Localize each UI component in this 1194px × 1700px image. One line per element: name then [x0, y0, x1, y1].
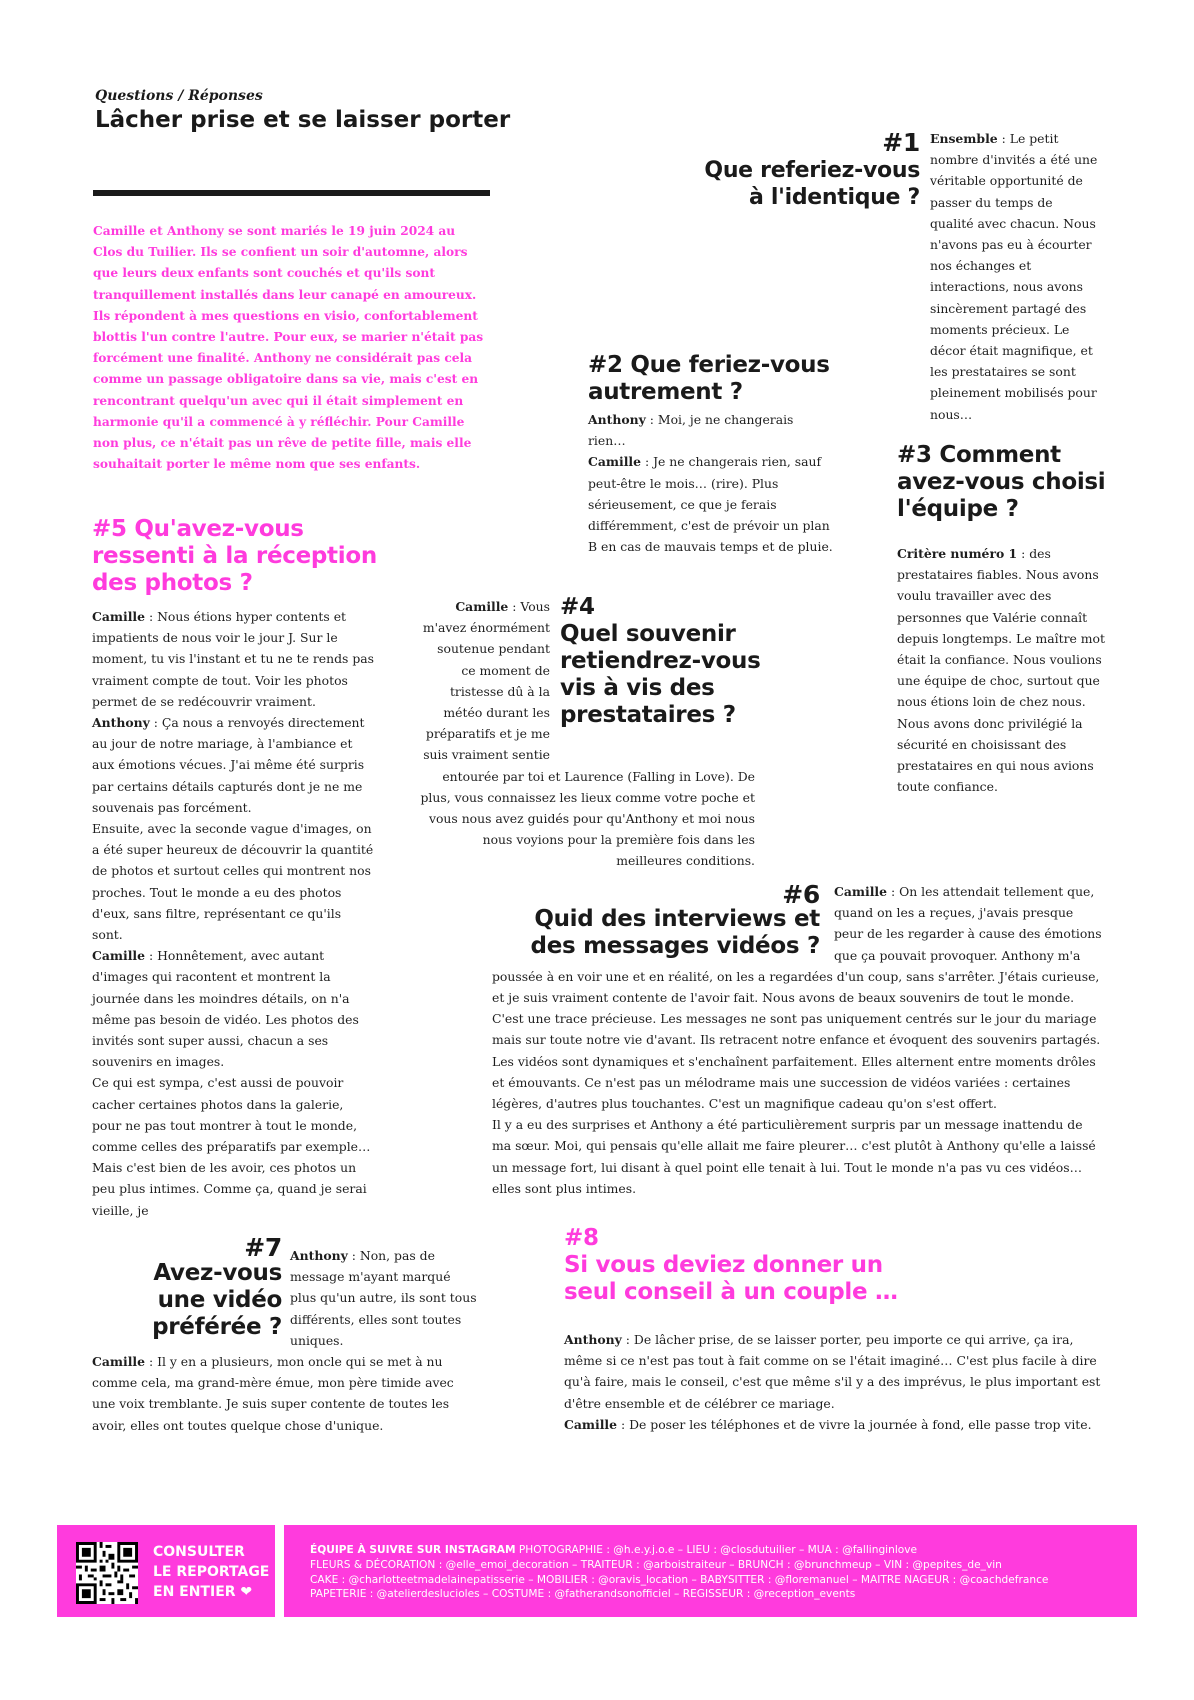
- q7-title: Avez-vous une vidéo préférée ?: [152, 1260, 282, 1340]
- q3-title: #3 Comment avez-vous choisi l'équipe ?: [897, 442, 1106, 522]
- q7-text-2: : Il y en a plusieurs, mon oncle qui se met à nu comme cela, ma grand-mère émue, mon père timide avec une voix tremblante. Je suis super contente de toutes les avoir, elles ont toutes quelque chose d'unique.: [92, 1354, 454, 1433]
- q2-line-1: [588, 409, 833, 451]
- q5-para-2: [92, 712, 374, 818]
- q4-text: : Vous m'avez énormément soutenue pendant ce moment de tristesse dû à la météo durant les préparatifs et je me suis vraiment sentie entourée par toi et Laurence (Falling in Love). De plus, vous connaissez les lieux comme votre poche et vous nous avez guidés pour qu'Anthony et moi nous nous voyions pour la première fois dans les meilleures conditions.: [420, 599, 755, 869]
- q5-speaker-1: Camille: [92, 609, 146, 624]
- q2-text-2: : Je ne changerais rien, sauf peut-être le mois… (rire). Plus sérieusement, ce que je ferais différemment, c'est de prévoir un plan B en cas de mauvais temps et de pluie.: [588, 454, 833, 555]
- q2-speaker-2: Camille: [588, 454, 642, 470]
- q5-para-5: Ce qui est sympa, c'est aussi de pouvoir cacher certaines photos dans la galerie, pour ne pas tout montrer à tout le monde, comme celles des préparatifs par exemple… Mais c'est bien de les avoir, ces photos un peu plus intimes. Comme ça, quand je serai vieille, je: [92, 1075, 371, 1218]
- q2-title: #2 Que feriez-vous autrement ?: [588, 352, 830, 405]
- q1-answer: : Le petit nombre d'invités a été une véritable opportunité de passer du temps de qualité avec chacun. Nous n'avons pas eu à écourter nos échanges et interactions, nous avons sincèrement partagé des moments précieux. Le décor était magnifique, et les prestataires se sont pleinement mobilisés pour nous…: [930, 131, 1098, 422]
- q8-title: Si vous deviez donner un seul conseil à un couple …: [564, 1252, 898, 1305]
- page-kicker: Questions / Réponses: [95, 88, 263, 104]
- credits-heading: ÉQUIPE À SUIVRE SUR INSTAGRAM: [310, 1544, 516, 1556]
- q3-text: : des prestataires fiables. Nous avons voulu travailler avec des personnes que Valérie connaît depuis longtemps. Le maître mot était la confiance. Nous voulions une équipe de choc, surtout que nous étions loin de chez nous. Nous avons donc privilégié la sécurité en choisissant des prestataires en qui nous avions toute confiance.: [897, 546, 1105, 795]
- cta-line-1: CONSULTER: [153, 1544, 245, 1560]
- q6-para-2: Il y a eu des surprises et Anthony a été particulièrement surpris par un message inattendu de ma sœur. Moi, qui pensais qu'elle allait me faire pleurer… c'est plutôt à Anthony qu'elle a laissé un message fort, lui disant à quel point elle tenait à lui. Tout le monde n'a pas vu ces vidéos… elles sont plus intimes.: [492, 1117, 1096, 1196]
- q6-answer: [492, 881, 1102, 1199]
- q7-speaker-1: Anthony: [290, 1248, 348, 1263]
- q7-para-2: [92, 1351, 477, 1436]
- q7-answer: [92, 1245, 477, 1436]
- credits-line-3: CAKE : @charlotteetmadelainepatisserie – MOBILIER : @oravis_location – BABYSITTER : @floremanuel – MAITRE NAGEUR : @coachdefrance: [310, 1573, 1049, 1586]
- q6-speaker: Camille: [834, 884, 888, 899]
- footer-credits-panel: [284, 1525, 1137, 1617]
- q7-text-wrap-spacer: [92, 1245, 290, 1351]
- q5-para-1: [92, 606, 374, 712]
- q5-speaker-3: Camille: [92, 948, 146, 964]
- q4-answer: [420, 596, 755, 872]
- q8-speaker-2: Camille: [564, 1416, 618, 1432]
- page-title: Lâcher prise et se laisser porter: [95, 107, 511, 133]
- q3-answer: [897, 543, 1112, 797]
- q6-number: #6: [782, 880, 820, 909]
- q1-answer-top: [930, 128, 1100, 425]
- q3-speaker: Critère numéro 1: [897, 546, 1018, 561]
- q8-para-1: [564, 1329, 1104, 1414]
- q8-text-1: : De lâcher prise, de se laisser porter, peu importe ce qui arrive, ça ira, même si ce n'est pas tout à fait comme on se l'était imaginé… C'est plus facile à dire qu'à faire, mais le conseil, c'est que même s'il y a des imprévus, le plus important est d'être ensemble et de célébrer ce mariage.: [564, 1332, 1101, 1411]
- title-divider: [93, 190, 490, 196]
- q5-speaker-2: Anthony: [92, 715, 150, 731]
- q4-title: Quel souvenir retiendrez-vous vis à vis des prestataires ?: [560, 621, 761, 728]
- q8-speaker-1: Anthony: [564, 1332, 622, 1347]
- q2-text-1: : Moi, je ne changerais rien…: [588, 412, 794, 449]
- q1-speaker: Ensemble: [930, 131, 998, 146]
- q8-text-2: : De poser les téléphones et de vivre la journée à fond, elle passe trop vite.: [617, 1416, 1092, 1432]
- view-full-report-link[interactable]: [153, 1542, 269, 1602]
- credits-line-4: PAPETERIE : @atelierdeslucioles – COSTUME : @fatherandsonofficiel – REGISSEUR : @reception_events: [310, 1588, 856, 1601]
- q5-text-2: : Ça nous a renvoyés directement au jour de notre mariage, à l'ambiance et aux émotions vécues. J'ai même été surpris par certains détails capturés dont je ne me souvenais pas forcément.: [92, 715, 365, 815]
- cta-line-2: LE REPORTAGE: [153, 1564, 270, 1580]
- q4-text-wrap-spacer: [550, 596, 755, 746]
- footer-cta-panel[interactable]: [57, 1525, 275, 1617]
- credits-line-2: FLEURS & DÉCORATION : @elle_emoi_decoration – TRAITEUR : @arboistraiteur – BRUNCH : @brunchmeup – VIN : @pepites_de_vin: [310, 1558, 1002, 1571]
- q5-title: #5 Qu'avez-vous ressenti à la réception des photos ?: [92, 516, 377, 596]
- q7-text-1: : Non, pas de message m'ayant marqué plus qu'un autre, ils sont tous différents, elles sont toutes uniques.: [290, 1248, 477, 1348]
- q1-number: #1: [882, 128, 920, 157]
- cta-line-3: EN ENTIER ❤: [153, 1584, 253, 1600]
- q6-title: Quid des interviews et des messages vidéos ?: [530, 906, 820, 959]
- qr-code-graphic: [76, 1542, 138, 1604]
- credits-text: [310, 1543, 1130, 1602]
- q8-answer: [564, 1329, 1104, 1435]
- q4-speaker: Camille: [455, 599, 509, 614]
- q2-line-2: [588, 451, 833, 557]
- q5-para-3: Ensuite, avec la seconde vague d'images, on a été super heureux de découvrir la quantité de photos et surtout celles qui montrent nos proches. Tout le monde a eu des photos d'eux, sans filtre, représentant ce qu'ils sont.: [92, 821, 374, 943]
- q7-speaker-2: Camille: [92, 1354, 146, 1370]
- q5-para-4: [92, 945, 374, 1072]
- q8-number: #8: [564, 1225, 599, 1251]
- q7-number: #7: [244, 1233, 282, 1262]
- q4-number: #4: [560, 594, 595, 620]
- q2-answer: [588, 409, 833, 557]
- credits-line-1-text: PHOTOGRAPHIE : @h.e.y.j.o.e – LIEU : @closdutuilier – MUA : @fallinginlove: [515, 1544, 918, 1556]
- q8-para-2: [564, 1414, 1104, 1435]
- qr-code-icon[interactable]: [76, 1542, 138, 1604]
- q5-text-4: : Honnêtement, avec autant d'images qui racontent et montrent la journée dans les moindres détails, on n'a même pas besoin de vidéo. Les photos des invités sont super aussi, chacun a ses souvenirs en images.: [92, 948, 359, 1070]
- q6-text-wrap-spacer: [492, 881, 834, 965]
- q1-title: Que referiez-vous à l'identique ?: [704, 158, 920, 210]
- credits-line-1: [310, 1543, 1130, 1558]
- q5-answer: [92, 606, 374, 1221]
- q2-speaker-1: Anthony: [588, 412, 646, 427]
- q6-text-1: : On les attendait tellement que, quand on les a reçues, j'avais presque peur de les regarder à cause des émotions que ça pouvait provoquer. Anthony m'a poussée à en voir une et en réalité, on les a regardées d'un coup, sans s'arrêter. J'étais curieuse, et je suis vraiment contente de l'avoir fait. Nous avons de beaux souvenirs de tout le monde. C'est une trace précieuse. Les messages ne sont pas uniquement centrés sur le jour du mariage mais sur toute notre vie d'avant. Ils retracent notre enfance et évoquent des souvenirs partagés. Les vidéos sont dynamiques et s'enchaînent parfaitement. Elles alternent entre moments drôles et émouvants. Ce n'est pas un mélodrame mais une succession de vidéos variées : certaines légères, d'autres plus touchantes. C'est un magnifique cadeau qu'on s'est offert.: [492, 884, 1102, 1112]
- q5-text-1: : Nous étions hyper contents et impatients de nous voir le jour J. Sur le moment, tu vis l'instant et tu ne te rends pas vraiment compte de tout. Voir les photos permet de se redécouvrir vraiment.: [92, 609, 375, 709]
- intro-paragraph: Camille et Anthony se sont mariés le 19 juin 2024 au Clos du Tuilier. Ils se confient un soir d'automne, alors que leurs deux enfants sont couchés et qu'ils sont tranquillement installés dans leur canapé en amoureux. Ils répondent à mes questions en visio, confortablement blottis l'un contre l'autre. Pour eux, se marier n'était pas forcément une finalité. Anthony ne considérait pas cela comme un passage obligatoire dans sa vie, mais c'est en rencontrant quelqu'un avec qui il était simplement en harmonie qu'il a commencé à y réfléchir. Pour Camille non plus, ce n'était pas un rêve de petite fille, mais elle souhaitait porter le même nom que ses enfants.: [93, 224, 484, 472]
